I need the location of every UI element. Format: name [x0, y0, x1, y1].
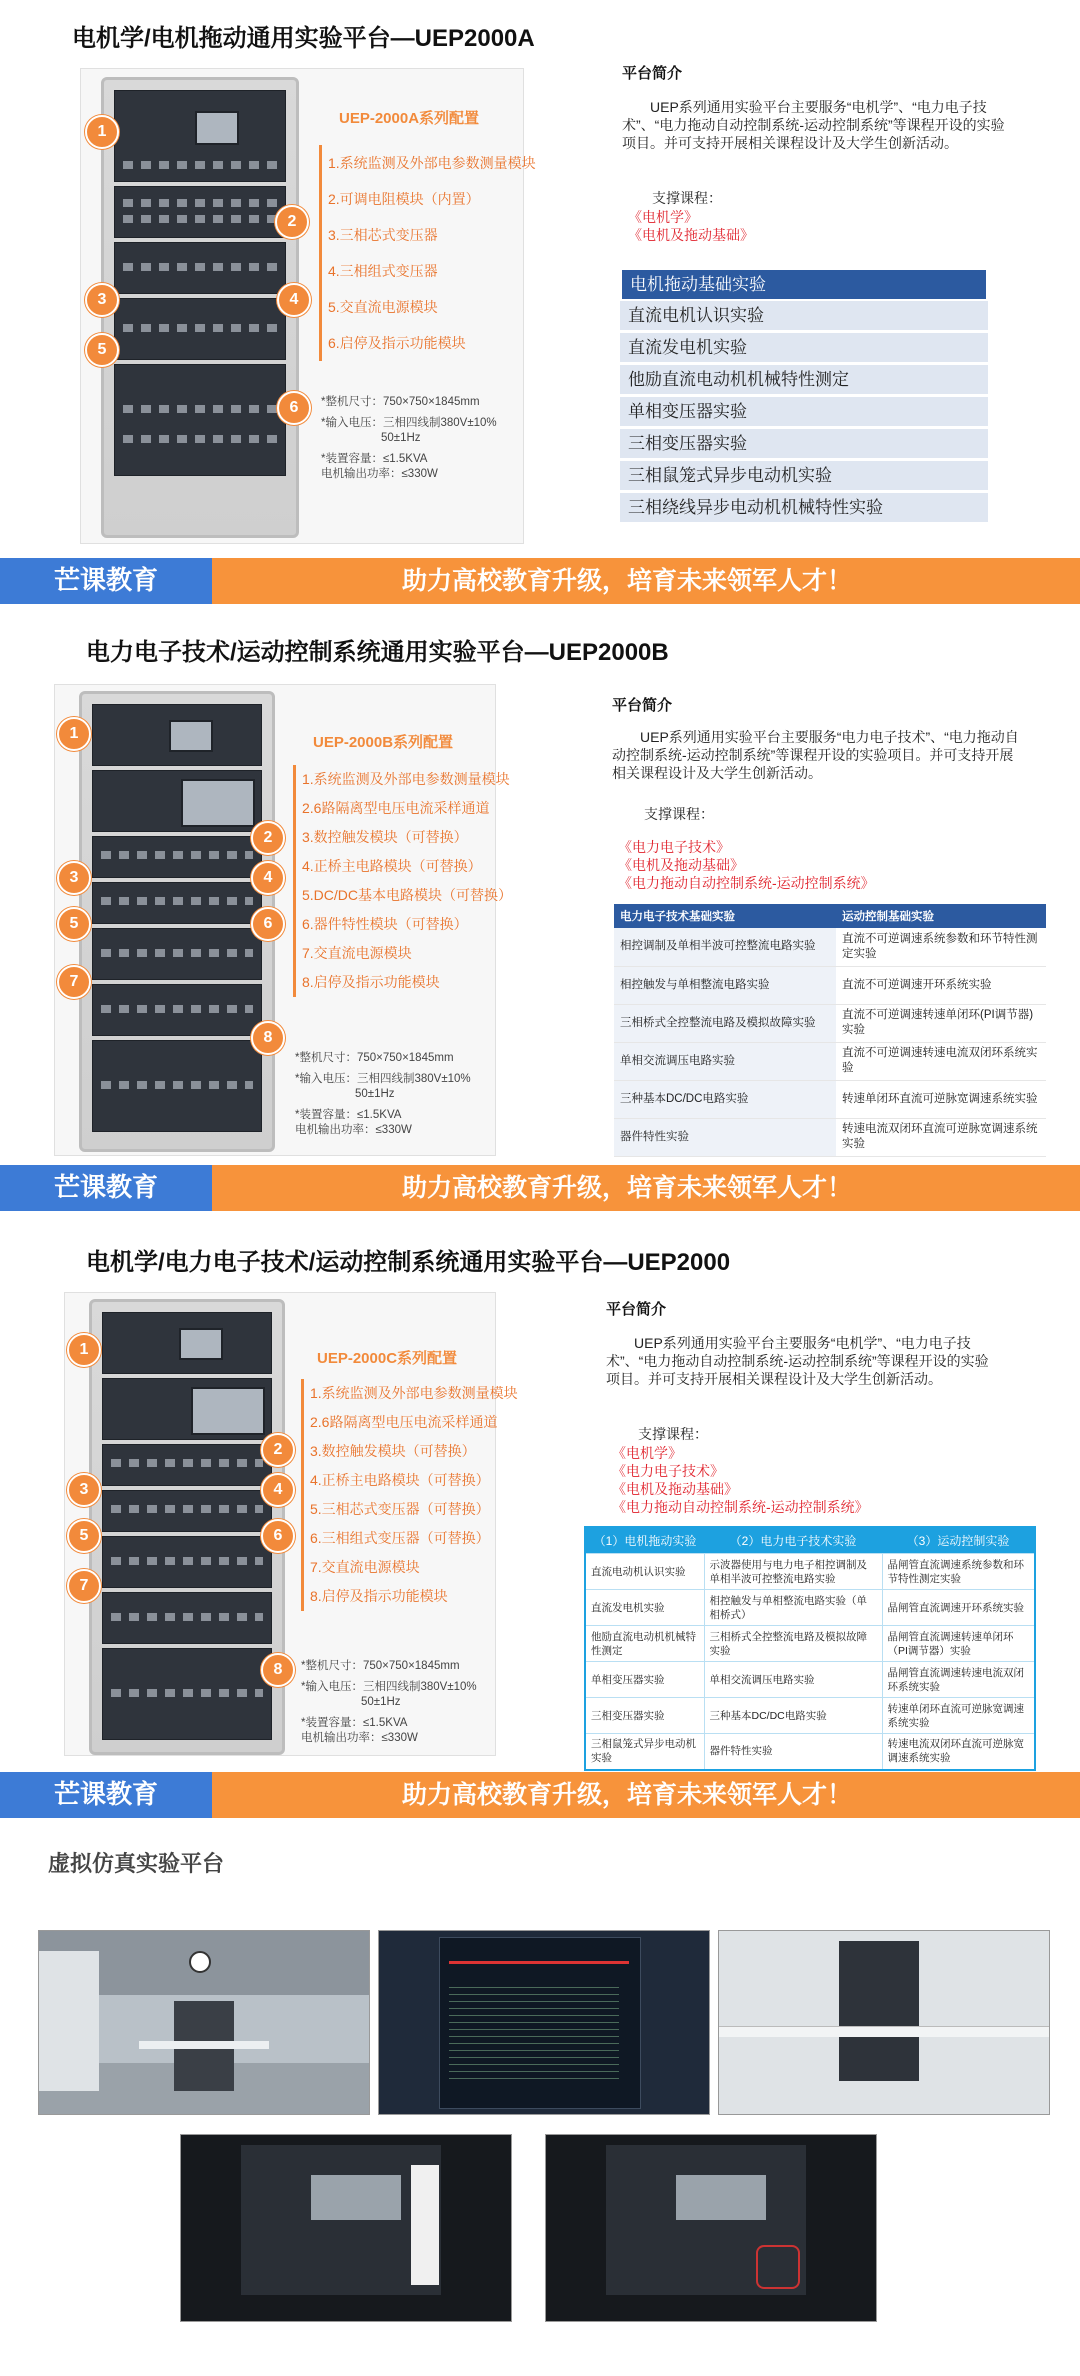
config-item: 4.三相组式变压器	[328, 263, 438, 279]
config-item: 8.启停及指示功能模块	[302, 974, 440, 990]
table-cell: 晶闸管直流调速系统参数和环节特性测定实验	[882, 1554, 1035, 1590]
marker-1: 1	[67, 1333, 101, 1367]
experiment-item: 单相变压器实验	[620, 397, 988, 429]
config-item: 5.三相芯式变压器（可替换）	[310, 1501, 490, 1517]
table-cell: 直流不可逆调速转速单闭环(PI调节器)实验	[836, 1004, 1046, 1042]
marker-4: 4	[277, 283, 311, 317]
intro-text: UEP系列通用实验平台主要服务“电机学”、“电力电子技术”、“电力拖动自动控制系统-运动控制系统”等课程开设的实验项目。并可支持开展相关课程设计及大学生创新活动。	[606, 1335, 989, 1387]
table-cell: 三种基本DC/DC电路实验	[614, 1080, 836, 1118]
table-row	[614, 1004, 1046, 1042]
experiment-item: 直流发电机实验	[620, 333, 988, 365]
marker-3: 3	[57, 861, 91, 895]
config-item: 5.交直流电源模块	[328, 299, 438, 315]
config-item: 3.数控触发模块（可替换）	[310, 1443, 476, 1459]
sim-screenshot-1	[38, 1930, 370, 2115]
banner-1	[0, 558, 1080, 604]
table-cell: 三种基本DC/DC电路实验	[704, 1698, 882, 1734]
spec-size: *整机尺寸：750×750×1845mm	[301, 1660, 460, 1672]
experiment-item: 三相变压器实验	[620, 429, 988, 461]
experiment-table	[614, 904, 1046, 1157]
config-item: 6.器件特性模块（可替换）	[302, 916, 468, 932]
config-title: UEP-2000A系列配置	[339, 110, 480, 127]
table-cell: 直流不可逆调速开环系统实验	[836, 966, 1046, 1004]
table-header: （1）电机拖动实验	[585, 1527, 704, 1554]
spec-frequency: 50±1Hz	[381, 432, 421, 444]
experiment-list-header: 电机拖动基础实验	[620, 268, 988, 301]
support-label: 支撑课程：	[652, 190, 722, 206]
config-title: UEP-2000C系列配置	[317, 1350, 458, 1367]
experiment-list	[620, 268, 988, 525]
intro-heading: 平台简介	[622, 65, 683, 82]
table-row	[585, 1734, 1035, 1770]
marker-7: 7	[57, 965, 91, 999]
table-cell: 直流电动机认识实验	[585, 1554, 704, 1590]
spec-voltage: *输入电压：三相四线制380V±10%	[321, 417, 497, 429]
spec-size: *整机尺寸：750×750×1845mm	[295, 1052, 454, 1064]
course-item: 《电机学》	[628, 209, 698, 225]
cabinet-a	[101, 77, 299, 538]
course-item: 《电机及拖动基础》	[618, 857, 744, 873]
table-row	[614, 966, 1046, 1004]
spec-block	[295, 1051, 471, 1138]
table-cell: 相控触发与单相整流电路实验	[614, 966, 836, 1004]
table-cell: 转速电流双闭环直流可逆脉宽调速系统实验	[836, 1118, 1046, 1156]
config-item: 4.正桥主电路模块（可替换）	[310, 1472, 490, 1488]
table-cell: 器件特性实验	[614, 1118, 836, 1156]
spec-motor-power: 电机输出功率：≤330W	[295, 1124, 412, 1136]
spec-frequency: 50±1Hz	[355, 1088, 395, 1100]
spec-capacity: *装置容量：≤1.5KVA	[321, 453, 428, 465]
slogan: 助力高校教育升级，培育未来领军人才！	[212, 1165, 1080, 1211]
support-label: 支撑课程：	[638, 1426, 708, 1442]
config-item: 6.启停及指示功能模块	[328, 335, 466, 351]
config-item: 6.三相组式变压器（可替换）	[310, 1530, 490, 1546]
brand-label: 芒课教育	[0, 1165, 212, 1211]
platform-c-image	[64, 1292, 518, 1756]
spec-voltage: *输入电压：三相四线制380V±10%	[301, 1681, 477, 1693]
spec-block	[301, 1659, 477, 1746]
table-cell: 三相变压器实验	[585, 1698, 704, 1734]
table-cell: 直流不可逆调速系统参数和环节特性测定实验	[836, 928, 1046, 966]
config-item: 1.系统监测及外部电参数测量模块	[302, 771, 510, 787]
table-header: 电力电子技术基础实验	[614, 904, 836, 928]
sim-screenshot-4	[180, 2134, 512, 2322]
table-cell: 晶闸管直流调速开环系统实验	[882, 1590, 1035, 1626]
marker-5: 5	[85, 333, 119, 367]
table-row	[614, 1118, 1046, 1156]
cabinet-b	[79, 691, 275, 1152]
table-row	[585, 1662, 1035, 1698]
marker-7: 7	[67, 1569, 101, 1603]
section2-title: 电力电子技术/运动控制系统通用实验平台—UEP2000B	[86, 639, 669, 666]
marker-6: 6	[261, 1519, 295, 1553]
course-list	[618, 838, 875, 892]
config-item: 3.数控触发模块（可替换）	[302, 829, 468, 845]
marker-6: 6	[277, 391, 311, 425]
marker-6: 6	[251, 907, 285, 941]
brand-label: 芒课教育	[0, 1772, 212, 1818]
course-item: 《电机学》	[612, 1445, 682, 1461]
spec-frequency: 50±1Hz	[361, 1696, 401, 1708]
platform-a-image	[80, 68, 536, 544]
marker-3: 3	[85, 283, 119, 317]
simulation-title: 虚拟仿真实验平台	[48, 1851, 225, 1876]
intro-text: UEP系列通用实验平台主要服务“电机学”、“电力电子技术”、“电力拖动自动控制系统-运动控制系统”等课程开设的实验项目。并可支持开展相关课程设计及大学生创新活动。	[622, 99, 1005, 151]
table-row	[614, 928, 1046, 966]
experiment-table	[584, 1526, 1036, 1771]
table-cell: 相控调制及单相半波可控整流电路实验	[614, 928, 836, 966]
intro-heading: 平台简介	[606, 1301, 667, 1318]
config-item: 7.交直流电源模块	[310, 1559, 420, 1575]
table-header: （3）运动控制实验	[882, 1527, 1035, 1554]
brand-label: 芒课教育	[0, 558, 212, 604]
table-header: 运动控制基础实验	[836, 904, 1046, 928]
table-cell: 转速单闭环直流可逆脉宽调速系统实验	[882, 1698, 1035, 1734]
spec-size: *整机尺寸：750×750×1845mm	[321, 396, 480, 408]
table-cell: 晶闸管直流调速转速电流双闭环系统实验	[882, 1662, 1035, 1698]
table-row	[585, 1554, 1035, 1590]
experiment-item: 三相绕线异步电动机机械特性实验	[620, 493, 988, 525]
intro-text: UEP系列通用实验平台主要服务“电力电子技术”、“电力拖动自动控制系统-运动控制系统”等课程开设的实验项目。并可支持开展相关课程设计及大学生创新活动。	[612, 729, 1019, 781]
sim-screenshot-2	[378, 1930, 710, 2115]
table-cell: 直流不可逆调速转速电流双闭环系统实验	[836, 1042, 1046, 1080]
sim-screenshot-3	[718, 1930, 1050, 2115]
table-cell: 示波器使用与电力电子相控调制及单相半波可控整流电路实验	[704, 1554, 882, 1590]
config-item: 2.6路隔离型电压电流采样通道	[302, 800, 490, 816]
table-cell: 单相交流调压电路实验	[614, 1042, 836, 1080]
marker-8: 8	[261, 1653, 295, 1687]
config-list	[319, 145, 536, 361]
experiment-item: 直流电机认识实验	[620, 301, 988, 333]
marker-1: 1	[57, 717, 91, 751]
table-cell: 三相桥式全控整流电路及模拟故障实验	[614, 1004, 836, 1042]
config-item: 4.正桥主电路模块（可替换）	[302, 858, 482, 874]
table-cell: 直流发电机实验	[585, 1590, 704, 1626]
marker-1: 1	[85, 115, 119, 149]
course-item: 《电力拖动自动控制系统-运动控制系统》	[612, 1499, 869, 1515]
marker-5: 5	[57, 907, 91, 941]
table-cell: 转速电流双闭环直流可逆脉宽调速系统实验	[882, 1734, 1035, 1770]
sim-screenshot-5	[545, 2134, 877, 2322]
config-item: 8.启停及指示功能模块	[310, 1588, 448, 1604]
marker-4: 4	[251, 861, 285, 895]
table-row	[585, 1698, 1035, 1734]
table-cell: 器件特性实验	[704, 1734, 882, 1770]
course-item: 《电力电子技术》	[612, 1463, 724, 1479]
table-header: （2）电力电子技术实验	[704, 1527, 882, 1554]
spec-capacity: *装置容量：≤1.5KVA	[295, 1109, 402, 1121]
course-item: 《电力拖动自动控制系统-运动控制系统》	[618, 875, 875, 891]
marker-4: 4	[261, 1473, 295, 1507]
experiment-item: 他励直流电动机机械特性测定	[620, 365, 988, 397]
spec-block	[321, 395, 497, 482]
spec-capacity: *装置容量：≤1.5KVA	[301, 1717, 408, 1729]
marker-2: 2	[261, 1433, 295, 1467]
spec-voltage: *输入电压：三相四线制380V±10%	[295, 1073, 471, 1085]
table-cell: 晶闸管直流调速转速单闭环（PI调节器）实验	[882, 1626, 1035, 1662]
cabinet-c	[89, 1299, 285, 1755]
marker-8: 8	[251, 1021, 285, 1055]
marker-2: 2	[251, 821, 285, 855]
section3-title: 电机学/电力电子技术/运动控制系统通用实验平台—UEP2000	[86, 1249, 731, 1276]
table-cell: 三相桥式全控整流电路及模拟故障实验	[704, 1626, 882, 1662]
config-item: 3.三相芯式变压器	[328, 227, 438, 243]
banner-2	[0, 1165, 1080, 1211]
marker-5: 5	[67, 1519, 101, 1553]
section1-title: 电机学/电机拖动通用实验平台—UEP2000A	[72, 25, 535, 52]
table-cell: 转速单闭环直流可逆脉宽调速系统实验	[836, 1080, 1046, 1118]
table-row	[585, 1590, 1035, 1626]
course-item: 《电力电子技术》	[618, 839, 730, 855]
table-row	[614, 1080, 1046, 1118]
config-item: 1.系统监测及外部电参数测量模块	[328, 155, 536, 171]
config-item: 5.DC/DC基本电路模块（可替换）	[302, 887, 513, 903]
config-item: 2.可调电阻模块（内置）	[328, 191, 480, 207]
config-list	[301, 1379, 518, 1611]
slogan: 助力高校教育升级，培育未来领军人才！	[212, 1772, 1080, 1818]
course-item: 《电机及拖动基础》	[628, 227, 754, 243]
config-item: 7.交直流电源模块	[302, 945, 412, 961]
table-cell: 三相鼠笼式异步电动机实验	[585, 1734, 704, 1770]
config-item: 1.系统监测及外部电参数测量模块	[310, 1385, 518, 1401]
table-cell: 单相交流调压电路实验	[704, 1662, 882, 1698]
table-row	[585, 1626, 1035, 1662]
spec-motor-power: 电机输出功率：≤330W	[321, 468, 438, 480]
intro-heading: 平台简介	[612, 697, 673, 714]
platform-b-image	[54, 684, 513, 1156]
support-label: 支撑课程：	[644, 806, 714, 822]
config-list	[293, 765, 512, 997]
table-row	[614, 1042, 1046, 1080]
table-cell: 单相变压器实验	[585, 1662, 704, 1698]
config-title: UEP-2000B系列配置	[313, 734, 454, 751]
table-cell: 相控触发与单相整流电路实验（单相桥式）	[704, 1590, 882, 1626]
marker-3: 3	[67, 1473, 101, 1507]
course-list	[612, 1444, 869, 1516]
config-item: 2.6路隔离型电压电流采样通道	[310, 1414, 498, 1430]
spec-motor-power: 电机输出功率：≤330W	[301, 1732, 418, 1744]
course-item: 《电机及拖动基础》	[612, 1481, 738, 1497]
slogan: 助力高校教育升级，培育未来领军人才！	[212, 558, 1080, 604]
banner-3	[0, 1772, 1080, 1818]
table-cell: 他励直流电动机机械特性测定	[585, 1626, 704, 1662]
marker-2: 2	[275, 205, 309, 239]
experiment-item: 三相鼠笼式异步电动机实验	[620, 461, 988, 493]
course-list	[628, 208, 754, 244]
